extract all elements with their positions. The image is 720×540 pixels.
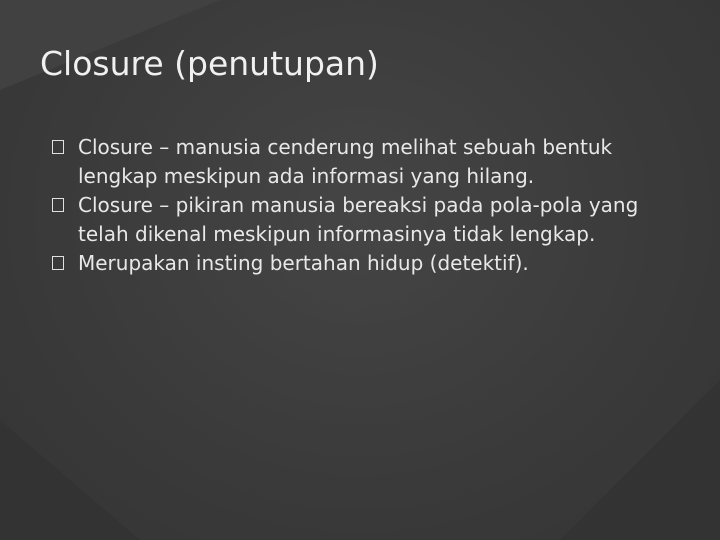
square-bullet-icon [52, 140, 64, 154]
decoration-wedge-right [560, 380, 720, 540]
square-bullet-icon [52, 198, 64, 212]
bullet-text: Closure – manusia cenderung melihat sebuah bentuk lengkap meskipun ada informasi yang hilang. [78, 135, 613, 188]
slide-title: Closure (penutupan) [40, 44, 379, 83]
square-bullet-icon [52, 256, 64, 270]
bullet-list [52, 133, 652, 278]
bullet-text: Merupakan insting bertahan hidup (detektif). [78, 251, 529, 275]
bullet-item [52, 133, 652, 191]
bullet-item [52, 191, 652, 249]
decoration-wedge-left [0, 420, 140, 540]
bullet-text: Closure – pikiran manusia bereaksi pada pola-pola yang telah dikenal meskipun informasinya tidak lengkap. [78, 193, 639, 246]
bullet-item [52, 249, 652, 278]
